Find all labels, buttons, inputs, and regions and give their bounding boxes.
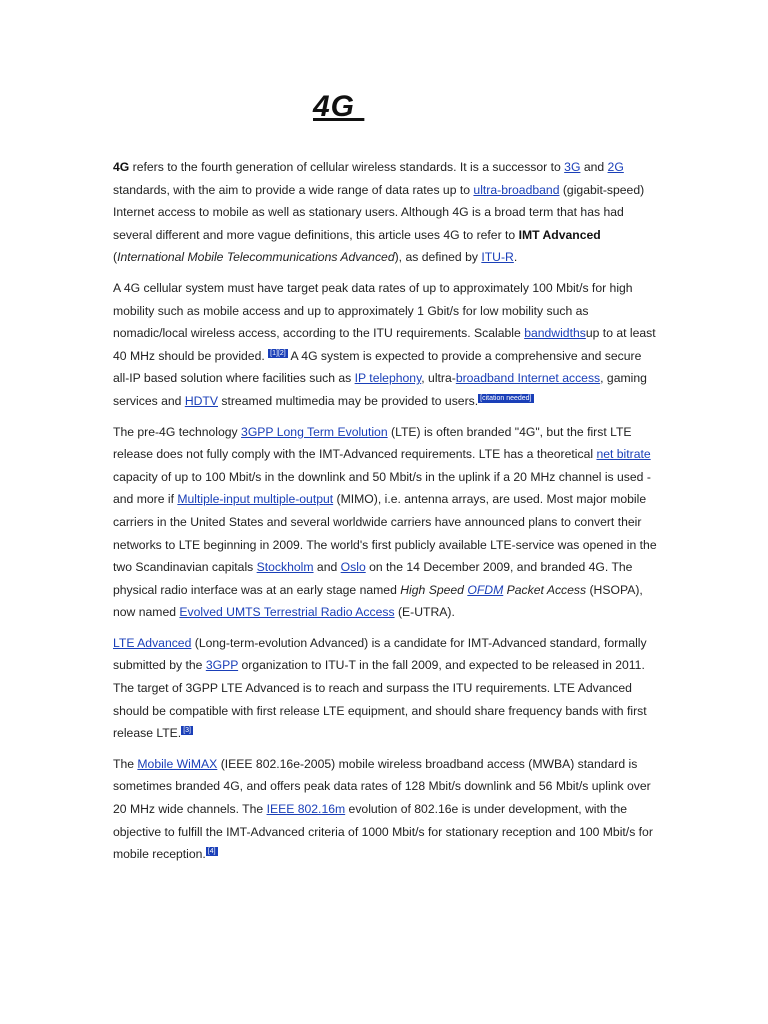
link-mimo[interactable]: Multiple-input multiple-output (177, 492, 334, 507)
link-2g[interactable]: 2G (607, 160, 624, 174)
text: A 4G system is expected to provide a comprehensive and secure all-IP based solution where facilities such as (113, 348, 642, 386)
text: , ultra- (421, 371, 456, 386)
link-itu-r[interactable]: ITU-R (481, 250, 514, 265)
text: standards, with the aim to provide a wide range of data rates up to (113, 182, 474, 197)
citation-needed[interactable]: [citation needed] (480, 394, 532, 402)
text: evolution of 802.16e is under development, with the objective to fulfill the IMT-Advanced criteria of 1000 Mbit/s for stationary reception and 100 Mbit/s for mobile reception. (113, 802, 653, 862)
paragraph-wimax (113, 753, 658, 866)
link-3g[interactable]: 3G (564, 160, 581, 174)
text: (HSOPA), now named (113, 582, 643, 620)
link-ieee-802-16m[interactable]: IEEE 802.16m (266, 802, 346, 817)
term-packet-access: Packet Access (503, 582, 587, 597)
text: The (113, 756, 138, 771)
link-ultra-broadband[interactable]: ultra-broadband (473, 182, 560, 197)
text: (E-UTRA). (394, 605, 455, 620)
text: on the 14 December 2009, and branded 4G. The physical radio interface was at an early stage named (113, 560, 633, 597)
text: and (313, 560, 341, 575)
link-stockholm[interactable]: Stockholm (256, 560, 314, 575)
text: , gaming services and (113, 371, 647, 408)
text: (gigabit-speed) Internet access to mobile as well as stationary users. Although 4G is a broad term that has had several different and more vague definitions, this article uses 4G to refer to (113, 182, 645, 242)
text: ), as defined by (394, 250, 482, 265)
paragraph-lte-advanced (113, 632, 658, 745)
page-title: 4G (313, 90, 365, 123)
term-4g: 4G (113, 160, 130, 174)
citation-3[interactable]: [3] (183, 727, 191, 735)
citation-4[interactable]: [4] (207, 848, 216, 856)
paragraph-intro (113, 156, 658, 269)
link-e-utra[interactable]: Evolved UMTS Terrestrial Radio Access (179, 605, 395, 620)
text: and (580, 160, 608, 174)
text: The pre-4G technology (113, 424, 242, 439)
link-3gpp[interactable]: 3GPP (205, 658, 239, 673)
paragraph-requirements (113, 277, 658, 413)
paragraph-lte (113, 421, 658, 624)
link-mobile-wimax[interactable]: Mobile WiMAX (137, 756, 218, 771)
text: organization to ITU-T in the fall 2009, and expected to be released in 2011. The target of 3GPP LTE Advanced is to reach and surpass the ITU requirements. LTE Advanced should be compatible with first release LTE equipment, and should share frequency bands with first release LTE. (113, 658, 647, 741)
link-bandwidths[interactable]: bandwidths (524, 326, 586, 341)
link-ofdm[interactable]: OFDM (467, 582, 504, 597)
link-oslo[interactable]: Oslo (340, 560, 366, 575)
text: streamed multimedia may be provided to users. (218, 393, 479, 408)
text: A 4G cellular system must have target peak data rates of up to approximately 100 Mbit/s for high mobility such as mobile access and up to approximately 1 Gbit/s for low mobility such as nomadic/local wireless access, according to the ITU requirements. Scalable (113, 280, 633, 341)
term-imt-full: International Mobile Telecommunications Advanced (117, 250, 395, 265)
text: (Long-term-evolution Advanced) is a candidate for IMT-Advanced standard, formally submitted by the (113, 635, 647, 673)
article-body (113, 156, 658, 874)
text: up to at least 40 MHz should be provided. (113, 326, 656, 363)
link-3gpp-lte[interactable]: 3GPP Long Term Evolution (241, 424, 388, 439)
link-hdtv[interactable]: HDTV (184, 393, 218, 408)
link-lte-advanced[interactable]: LTE Advanced (113, 635, 192, 650)
text: ( (113, 250, 118, 265)
term-high-speed: High Speed (400, 582, 468, 597)
text: (LTE) is often branded "4G", but the first LTE release does not fully comply with the IMT-Advanced requirements. LTE has a theoretical (113, 424, 632, 462)
text: capacity of up to 100 Mbit/s in the downlink and 50 Mbit/s in the uplink if a 20 MHz channel is used - and more if (113, 469, 651, 507)
text: (MIMO), i.e. antenna arrays, are used. Most major mobile carriers in the United States and several worldwide carriers have announced plans to convert their networks to LTE beginning in 2009. The world's first publicly available LTE-service was opened in the two Scandinavian capitals (113, 492, 657, 575)
text: (IEEE 802.16e-2005) mobile wireless broadband access (MWBA) standard is sometimes branded 4G, and offers peak data rates of 128 Mbit/s downlink and 56 Mbit/s uplink over 20 MHz wide channels. The (113, 756, 651, 817)
text: refers to the fourth generation of cellular wireless standards. It is a successor to (129, 160, 565, 174)
link-ip-telephony[interactable]: IP telephony (354, 371, 422, 386)
link-broadband-internet[interactable]: broadband Internet access (455, 371, 601, 386)
term-imt-advanced: IMT Advanced (518, 227, 601, 242)
text: . (513, 250, 518, 265)
link-net-bitrate[interactable]: net bitrate (596, 447, 651, 462)
citation-1-2[interactable]: [1][2] (270, 349, 286, 357)
